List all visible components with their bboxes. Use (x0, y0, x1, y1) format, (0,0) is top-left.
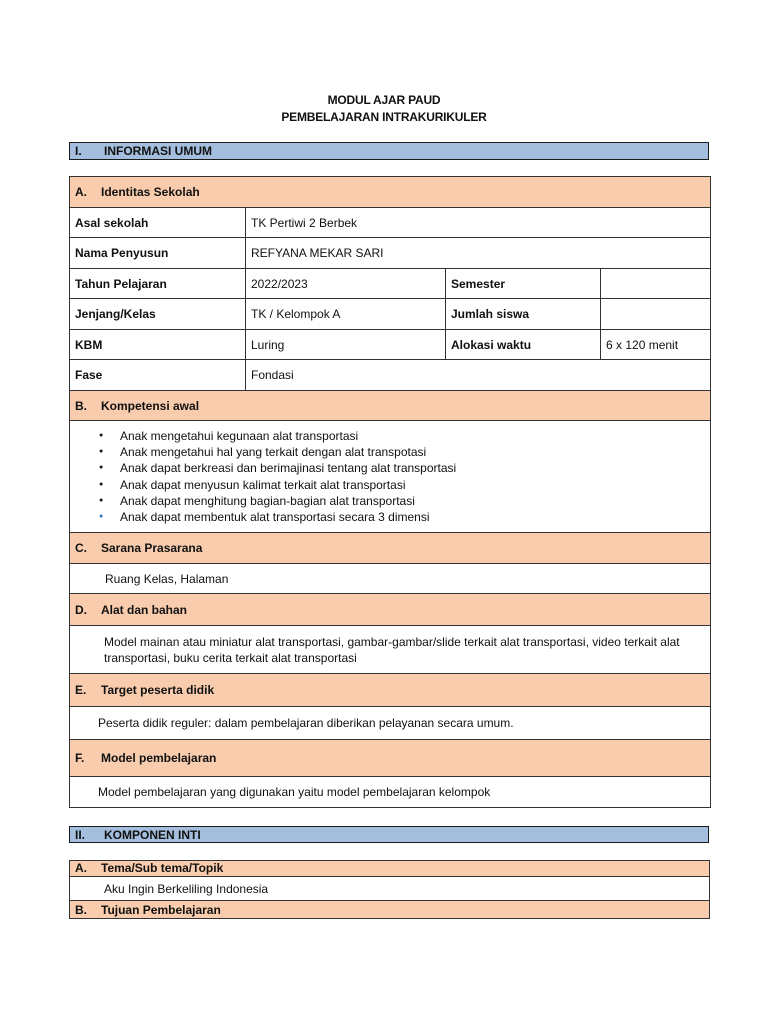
model-heading: Model pembelajaran (101, 751, 217, 765)
section-label: KOMPONEN INTI (104, 827, 201, 842)
table-row (70, 208, 711, 238)
kbm-value: Luring (246, 330, 446, 360)
identitas-letter: A. (75, 185, 87, 199)
table-row (70, 360, 711, 391)
jenjang-kelas-value: TK / Kelompok A (246, 299, 446, 330)
section-number: I. (75, 144, 82, 158)
sarana-text: Ruang Kelas, Halaman (70, 564, 711, 594)
document-subtitle: PEMBELAJARAN INTRAKURIKULER (281, 110, 487, 124)
table-row (70, 330, 711, 360)
fase-value: Fondasi (246, 360, 711, 391)
tema-header-row (70, 861, 710, 877)
jenjang-kelas-label: Jenjang/Kelas (70, 299, 246, 330)
alat-text-line2: transportasi, buku cerita terkait alat transportasi (104, 650, 357, 665)
model-letter: F. (75, 751, 85, 765)
komponen-inti-table (69, 860, 710, 919)
sarana-row (70, 564, 711, 594)
asal-sekolah-label: Asal sekolah (70, 208, 246, 238)
tema-row (70, 877, 710, 901)
tahun-pelajaran-label: Tahun Pelajaran (70, 269, 246, 299)
list-item: ● Anak dapat membentuk alat transportasi secara 3 dimensi (120, 509, 705, 525)
tujuan-header-row (70, 901, 710, 919)
model-header-row (70, 740, 711, 777)
sarana-header-row (70, 533, 711, 564)
kompetensi-list (75, 428, 705, 525)
tujuan-letter: B. (75, 902, 87, 917)
document-title: MODUL AJAR PAUD (327, 93, 441, 107)
kompetensi-letter: B. (75, 398, 87, 413)
jumlah-siswa-label: Jumlah siswa (446, 299, 601, 330)
nama-penyusun-label: Nama Penyusun (70, 238, 246, 269)
identitas-header-row (70, 177, 711, 208)
fase-label: Fase (70, 360, 246, 391)
tahun-pelajaran-value: 2022/2023 (246, 269, 446, 299)
kompetensi-row (70, 421, 711, 533)
semester-value (601, 269, 711, 299)
semester-label: Semester (446, 269, 601, 299)
alat-text-line1: Model mainan atau miniatur alat transportasi, gambar-gambar/slide terkait alat transportasi, video terkait alat (104, 634, 680, 649)
section-komponen-inti (69, 826, 709, 843)
list-item: ● Anak dapat menyusun kalimat terkait alat transportasi (120, 477, 705, 493)
identitas-heading: Identitas Sekolah (101, 185, 200, 199)
asal-sekolah-value: TK Pertiwi 2 Berbek (246, 208, 711, 238)
sarana-heading: Sarana Prasarana (101, 541, 203, 555)
model-text: Model pembelajaran yang digunakan yaitu model pembelajaran kelompok (70, 777, 711, 808)
target-letter: E. (75, 683, 87, 697)
section-number: II. (75, 827, 86, 842)
tema-text: Aku Ingin Berkeliling Indonesia (70, 877, 710, 901)
target-row (70, 707, 711, 740)
table-row (70, 238, 711, 269)
nama-penyusun-value: REFYANA MEKAR SARI (246, 238, 711, 269)
table-row (70, 299, 711, 330)
sarana-letter: C. (75, 541, 87, 555)
kompetensi-heading: Kompetensi awal (101, 398, 200, 413)
alat-letter: D. (75, 602, 87, 617)
jumlah-siswa-value (601, 299, 711, 330)
section-informasi-umum (69, 142, 709, 160)
alat-heading: Alat dan bahan (101, 602, 188, 617)
section-label: INFORMASI UMUM (104, 144, 212, 158)
tema-letter: A. (75, 861, 87, 875)
kompetensi-header-row (70, 391, 711, 421)
tema-heading: Tema/Sub tema/Topik (101, 861, 224, 875)
kbm-label: KBM (70, 330, 246, 360)
alat-header-row (70, 594, 711, 626)
target-header-row (70, 674, 711, 707)
alokasi-waktu-label: Alokasi waktu (446, 330, 601, 360)
target-text: Peserta didik reguler: dalam pembelajaran diberikan pelayanan secara umum. (70, 707, 711, 740)
table-row (70, 269, 711, 299)
list-item: ● Anak dapat menghitung bagian-bagian alat transportasi (120, 493, 705, 509)
list-item: ● Anak dapat berkreasi dan berimajinasi tentang alat transportasi (120, 460, 705, 476)
tujuan-heading: Tujuan Pembelajaran (101, 902, 221, 917)
target-heading: Target peserta didik (101, 683, 215, 697)
informasi-umum-table (69, 176, 711, 808)
alat-row (70, 626, 711, 674)
alokasi-waktu-value: 6 x 120 menit (601, 330, 711, 360)
list-item: ● Anak mengetahui hal yang terkait dengan alat transpotasi (120, 444, 705, 460)
list-item: ● Anak mengetahui kegunaan alat transportasi (120, 428, 705, 444)
model-row (70, 777, 711, 808)
